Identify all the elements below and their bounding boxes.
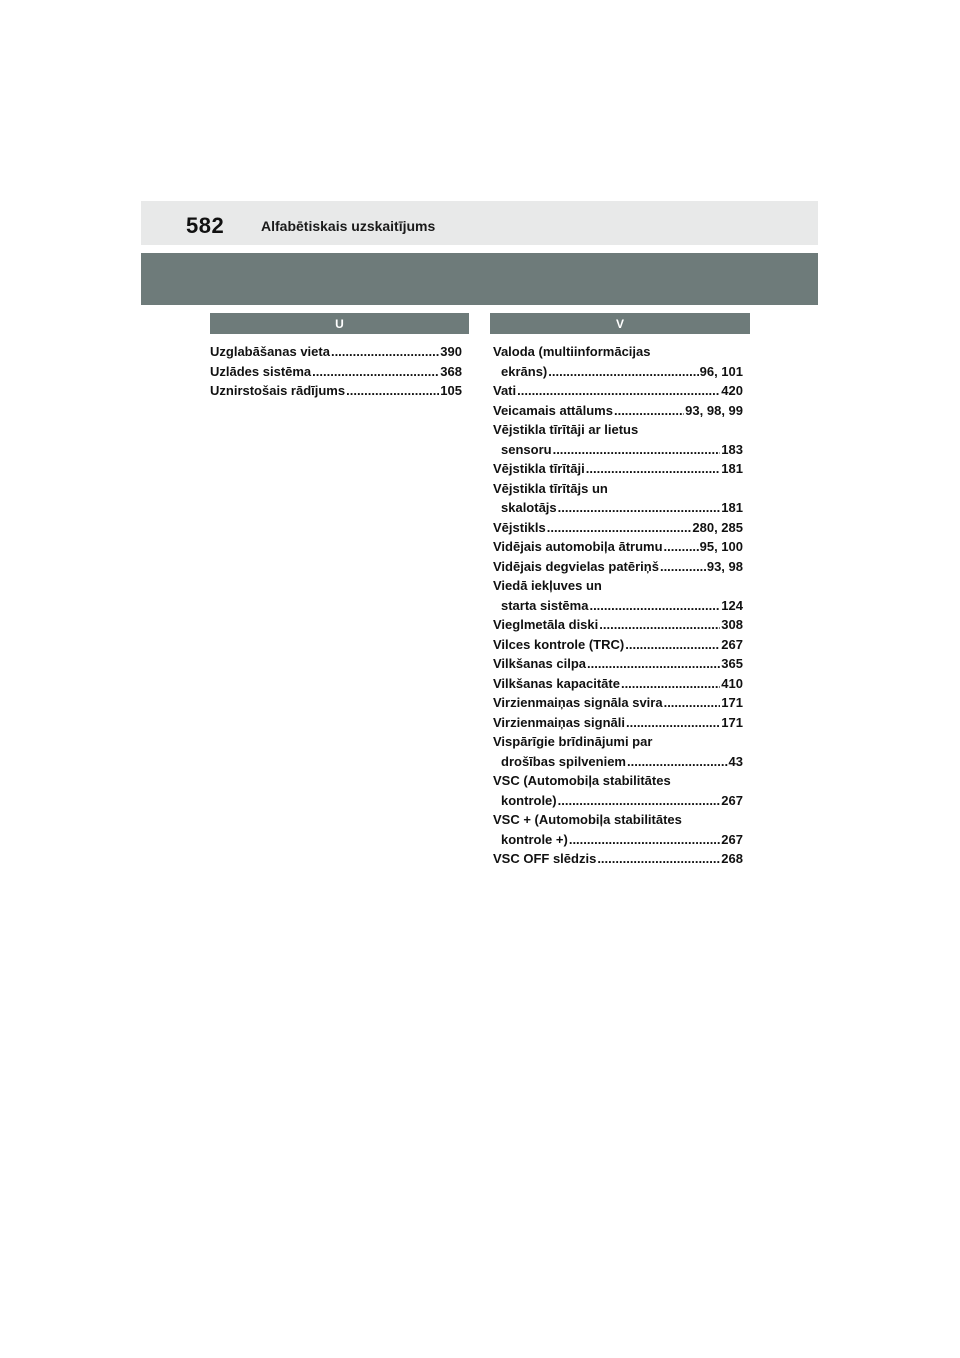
dot-leader: [547, 518, 692, 538]
header-band: [141, 253, 818, 305]
entry-term: skalotājs: [501, 500, 557, 515]
entry-term: Virzienmaiņas signāli: [493, 714, 625, 730]
entry-term: Vilces kontrole (TRC): [493, 636, 625, 652]
dot-leader: [599, 615, 720, 635]
entry-page-ref: 410: [721, 675, 743, 691]
entry-term: ekrāns): [501, 363, 548, 379]
index-entry: [493, 518, 743, 538]
entry-term: Uznirstošais rādījums: [210, 383, 346, 398]
index-column-u: [210, 342, 462, 401]
entry-term: VSC OFF slēdzis: [493, 851, 597, 866]
entry-page-ref: 96, 101: [699, 363, 743, 379]
index-entry: [493, 732, 743, 771]
entry-term-line1: Vējstikla tīrītāji ar lietus: [493, 422, 639, 437]
entry-page-ref: 268: [721, 851, 743, 866]
dot-leader: [586, 459, 721, 479]
index-column-v: [493, 342, 743, 869]
dot-leader: [664, 537, 699, 557]
entry-page-ref: 93, 98: [706, 558, 743, 574]
entry-page-ref: 368: [440, 363, 462, 379]
entry-term-line1: Valoda (multiinformācijas: [493, 344, 651, 359]
dot-leader: [346, 381, 439, 401]
entry-term-line1: Viedā iekļuves un: [493, 578, 602, 593]
index-entry: [493, 849, 743, 869]
dot-leader: [312, 362, 439, 382]
entry-page-ref: 95, 100: [699, 539, 743, 554]
entry-term: Vieglmetāla diski: [493, 617, 599, 632]
page-number: 582: [186, 213, 225, 238]
entry-page-ref: 181: [721, 461, 743, 476]
entry-term: Vējstikls: [493, 519, 546, 535]
index-entry: [493, 654, 743, 674]
index-entry: [493, 557, 743, 577]
index-entry: [493, 576, 743, 615]
index-entry: [493, 537, 743, 557]
dot-leader: [589, 596, 720, 616]
index-entry: [493, 713, 743, 733]
section-header-v: V: [490, 313, 750, 334]
entry-term: Vilkšanas cilpa: [493, 656, 586, 671]
entry-term-line1: Vispārīgie brīdinājumi par: [493, 734, 653, 749]
dot-leader: [548, 362, 698, 382]
index-entry: [493, 459, 743, 479]
entry-term-line1: Vējstikla tīrītājs un: [493, 480, 608, 496]
entry-page-ref: 124: [721, 597, 743, 613]
page-title: Alfabētiskais uzskaitījums: [261, 218, 436, 234]
index-entry: [210, 381, 462, 401]
entry-term: Vidējais degvielas patēriņš: [493, 558, 659, 574]
index-entry: [493, 401, 743, 421]
index-entry: [493, 674, 743, 694]
dot-leader: [517, 381, 720, 401]
entry-term: Vati: [493, 383, 517, 398]
dot-leader: [569, 830, 720, 850]
entry-page-ref: 43: [728, 753, 743, 769]
index-entry: [493, 635, 743, 655]
dot-leader: [558, 498, 721, 518]
dot-leader: [660, 557, 706, 577]
dot-leader: [626, 713, 720, 733]
index-entry: [493, 479, 743, 518]
dot-leader: [627, 752, 728, 772]
index-entry: [493, 771, 743, 810]
index-entry: [493, 615, 743, 635]
index-entry: [493, 420, 743, 459]
index-entry: [493, 381, 743, 401]
entry-page-ref: 280, 285: [692, 519, 743, 535]
entry-page-ref: 420: [721, 383, 743, 398]
dot-leader: [664, 693, 721, 713]
dot-leader: [553, 440, 721, 460]
page-header: [141, 201, 818, 245]
index-entry: [210, 342, 462, 362]
entry-term: drošības spilveniem: [501, 753, 626, 769]
entry-term: sensoru: [501, 441, 552, 457]
entry-term: starta sistēma: [501, 597, 589, 613]
entry-term: kontrole): [501, 792, 557, 808]
entry-page-ref: 390: [440, 344, 462, 359]
entry-page-ref: 308: [721, 617, 743, 632]
entry-page-ref: 171: [721, 714, 743, 730]
entry-page-ref: 365: [721, 656, 743, 671]
entry-page-ref: 267: [721, 636, 743, 652]
dot-leader: [331, 342, 439, 362]
entry-page-ref: 183: [721, 441, 743, 457]
index-entry: [493, 693, 743, 713]
entry-page-ref: 171: [721, 695, 743, 710]
entry-term: kontrole +): [501, 831, 568, 847]
entry-page-ref: 105: [440, 383, 462, 398]
index-entry: [210, 362, 462, 382]
dot-leader: [621, 674, 720, 694]
dot-leader: [597, 849, 720, 869]
index-entry: [493, 342, 743, 381]
entry-term-line1: VSC + (Automobiļa stabilitātes: [493, 812, 682, 827]
entry-term: Uzglabāšanas vieta: [210, 344, 330, 359]
dot-leader: [587, 654, 720, 674]
section-header-u: U: [210, 313, 469, 334]
entry-term: Uzlādes sistēma: [210, 363, 312, 379]
dot-leader: [614, 401, 684, 421]
entry-term: Veicamais attālums: [493, 402, 613, 418]
entry-page-ref: 93, 98, 99: [685, 402, 743, 418]
dot-leader: [558, 791, 721, 811]
index-entry: [493, 810, 743, 849]
entry-term: Vējstikla tīrītāji: [493, 461, 585, 476]
dot-leader: [625, 635, 720, 655]
entry-term-line1: VSC (Automobiļa stabilitātes: [493, 773, 671, 788]
entry-page-ref: 267: [721, 831, 743, 847]
entry-page-ref: 267: [721, 792, 743, 808]
entry-term: Virzienmaiņas signāla svira: [493, 695, 663, 710]
entry-term: Vilkšanas kapacitāte: [493, 675, 620, 691]
entry-term: Vidējais automobiļa ātrumu: [493, 539, 663, 554]
entry-page-ref: 181: [721, 500, 743, 515]
